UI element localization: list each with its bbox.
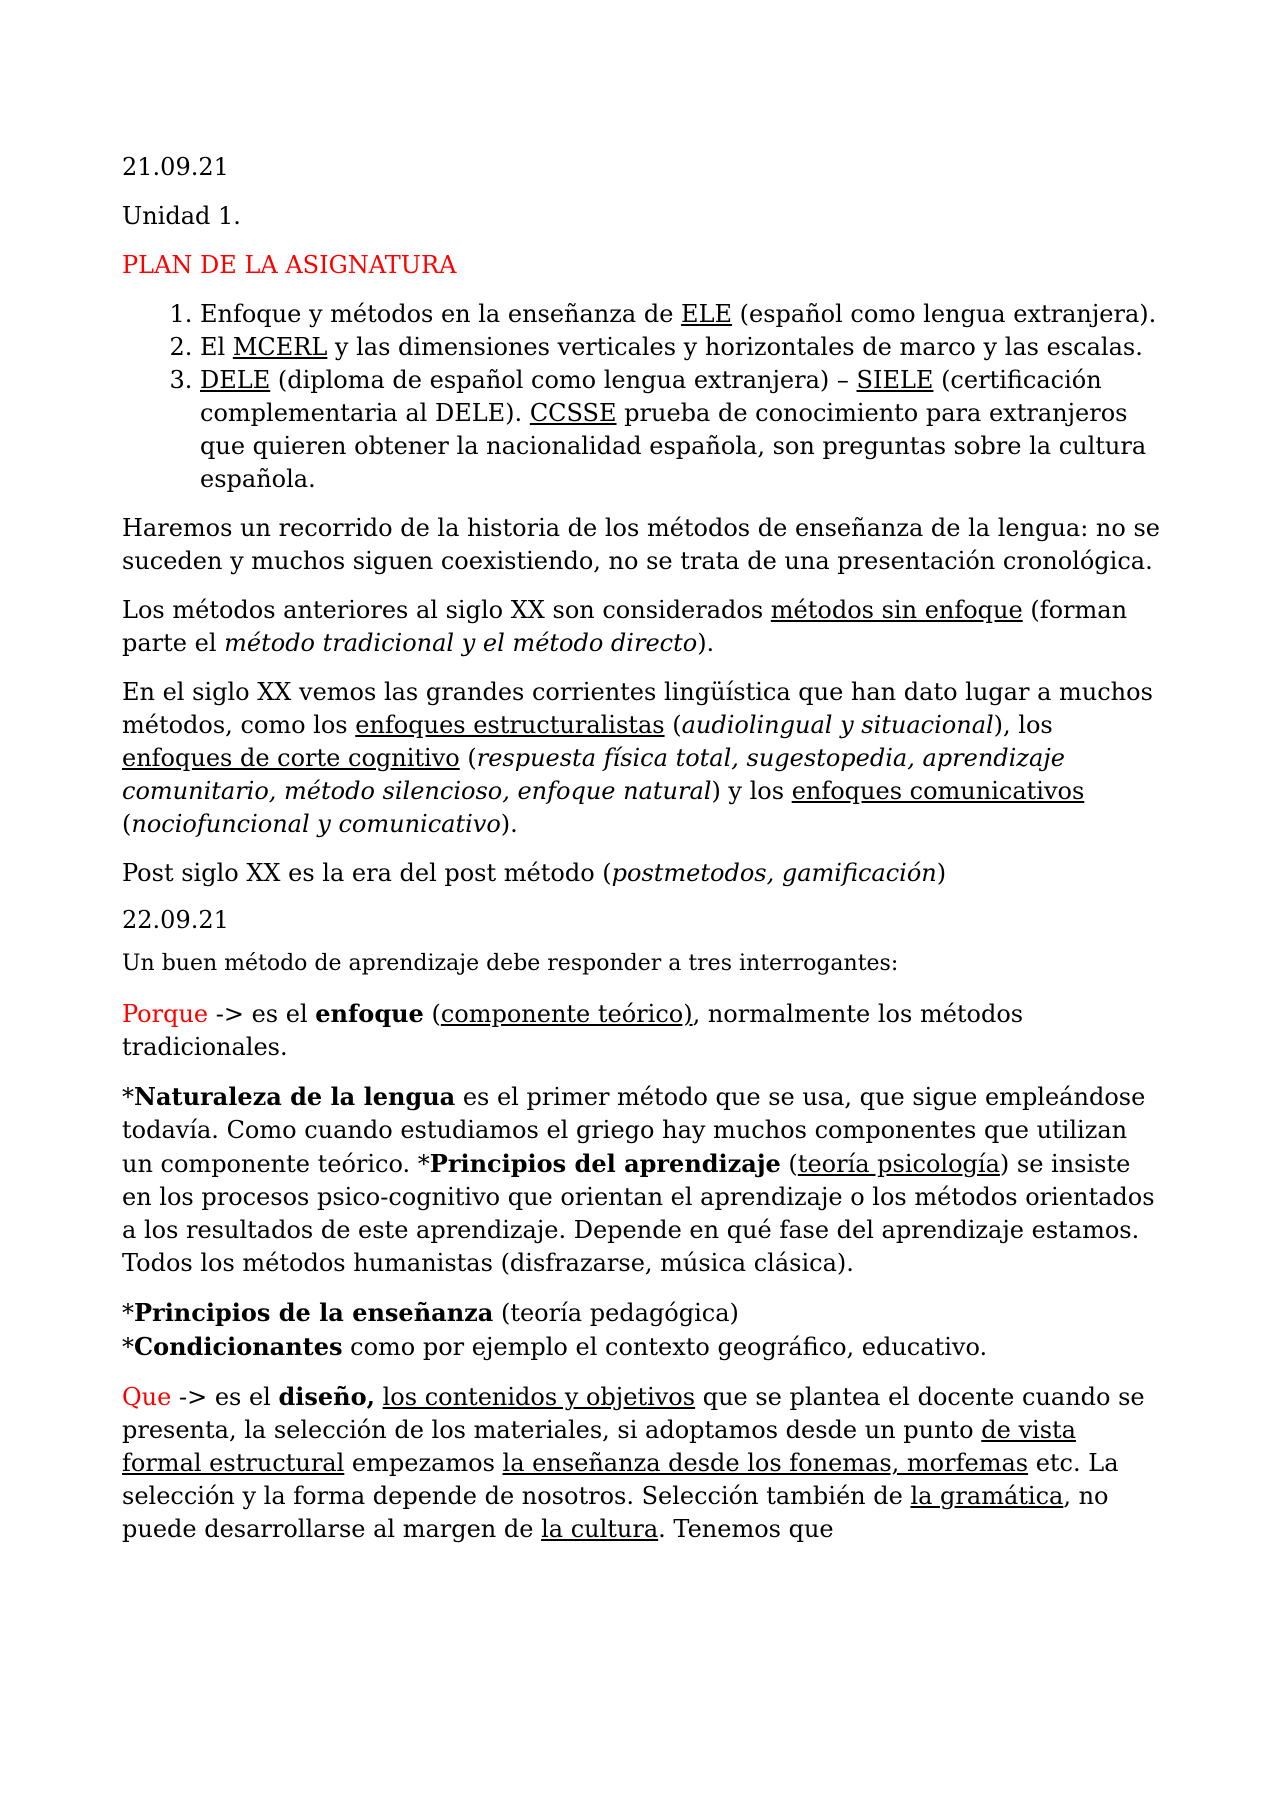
unit-heading: Unidad 1. [122, 202, 241, 230]
underlined-term: ELE [681, 300, 733, 328]
text-span: prueba de conocimiento para extranjeros que quieren obtener la nacionalidad española, son preguntas sobre la cultura española. [200, 399, 1147, 493]
paragraph-naturaleza [122, 1080, 1160, 1280]
underlined-term: enfoques estructuralistas [355, 711, 665, 739]
text-span: (forman parte el [122, 596, 1128, 657]
text-span: ) [936, 859, 947, 887]
text-span [375, 1383, 383, 1411]
text-span: * [122, 1299, 134, 1327]
bold-term: Condicionantes [134, 1332, 343, 1361]
italic-term: respuesta física total, sugestopedia, aprendizaje comunitario, método silencioso, enfoque natural [122, 744, 1065, 805]
text-span: ( [459, 744, 477, 772]
italic-term: método tradicional y el método directo [224, 629, 698, 657]
text-span: . Tenemos que [658, 1515, 834, 1543]
paragraph-xx-century [122, 676, 1160, 841]
text-span: ) y los [711, 777, 792, 805]
underlined-term: SIELE [856, 366, 934, 394]
text-span: (español como lengua extranjera). [732, 300, 1157, 328]
bold-term: Principios de la enseñanza [134, 1298, 494, 1327]
text-span: ). [500, 810, 518, 838]
text-span: -> es el [171, 1383, 279, 1411]
text-span: El [200, 333, 233, 361]
bold-term: diseño, [278, 1382, 375, 1411]
underlined-term: DELE [200, 366, 271, 394]
list-item [200, 331, 1160, 364]
text-span: es el primer método que se usa, que sigue empleándose todavía. Como cuando estudiamos el griego hay muchos componentes que utilizan un componente teórico. * [122, 1083, 1146, 1178]
text-span: y las dimensiones verticales y horizontales de marco y las escalas. [327, 333, 1143, 361]
underlined-term: los contenidos y objetivos [382, 1383, 696, 1411]
paragraph-porque [122, 997, 1160, 1064]
text-span: En el siglo XX vemos las grandes corrientes lingüística que han dato lugar a muchos métodos, como los [122, 678, 1153, 739]
text-span: Enfoque y métodos en la enseñanza de [200, 300, 682, 328]
paragraph-condicionantes [122, 1330, 1160, 1364]
keyword-que: Que [122, 1383, 172, 1411]
underlined-term: componente teórico) [440, 1000, 693, 1028]
underlined-term: la enseñanza desde los fonemas, morfemas [502, 1449, 1029, 1477]
text-span: empezamos [344, 1449, 503, 1477]
text-span: ( [423, 1000, 441, 1028]
paragraph-post-xx [122, 857, 1160, 890]
text-span: Los métodos anteriores al siglo XX son considerados [122, 596, 771, 624]
text-span: * [122, 1333, 134, 1361]
paragraph-principios-ensenanza [122, 1296, 1160, 1330]
bold-term: enfoque [315, 999, 424, 1028]
date-heading: 21.09.21 [122, 153, 229, 181]
text-span: como por ejemplo el contexto geográfico, educativo. [342, 1333, 988, 1361]
text-span: etc. La selección y la forma depende de nosotros. Selección también de [122, 1449, 1119, 1510]
italic-term: nociofuncional y comunicativo [131, 810, 501, 838]
italic-term: postmetodos, gamificación [611, 859, 937, 887]
date-heading-2: 22.09.21 [122, 906, 229, 934]
bold-term: Principios del aprendizaje [429, 1149, 781, 1178]
text-span: ( [780, 1150, 798, 1178]
underlined-term: métodos sin enfoque [770, 596, 1023, 624]
list-item [200, 364, 1160, 496]
text-span: que se plantea el docente cuando se presenta, la selección de los materiales, si adoptamos desde un punto [122, 1383, 1145, 1444]
text-span: (diploma de español como lengua extranjera) – [270, 366, 857, 394]
text-span: (certificación complementaria al DELE). [200, 366, 1102, 427]
section-heading: PLAN DE LA ASIGNATURA [122, 251, 457, 279]
text-span: ) se insiste en los procesos psico-cognitivo que orientan el aprendizaje o los métodos orientados a los resultados de este aprendizaje. Depende en qué fase del aprendizaje estamos. Todos los métodos humanistas (disfrazarse, música clásica). [122, 1150, 1155, 1277]
text-span: Post siglo XX es la era del post método ( [122, 859, 612, 887]
text-span: ). [697, 629, 715, 657]
text-span: * [122, 1083, 134, 1111]
paragraph-questions-intro: Un buen método de aprendizaje debe responder a tres interrogantes: [122, 951, 899, 976]
text-span: , normalmente los métodos tradicionales. [122, 1000, 1024, 1061]
bold-term: Naturaleza de la lengua [134, 1082, 456, 1111]
paragraph-history: Haremos un recorrido de la historia de los métodos de enseñanza de la lengua: no se suceden y muchos siguen coexistiendo, no se trata de una presentación cronológica. [122, 514, 1160, 575]
underlined-term: CCSSE [529, 399, 617, 427]
underlined-term: la cultura [541, 1515, 659, 1543]
underlined-term: la gramática [910, 1482, 1064, 1510]
text-span: ( [664, 711, 682, 739]
text-span: , no puede desarrollarse al margen de [122, 1482, 1109, 1543]
paragraph-que [122, 1380, 1160, 1546]
course-plan-list [122, 298, 1160, 496]
underlined-term: teoría psicología [797, 1150, 1000, 1178]
list-item [200, 298, 1160, 331]
text-span: ( [122, 810, 132, 838]
underlined-term: enfoques comunicativos [791, 777, 1085, 805]
italic-term: audiolingual y situacional [681, 711, 994, 739]
text-span: ), los [993, 711, 1053, 739]
paragraph-pre-xx [122, 594, 1160, 660]
text-span: (teoría pedagógica) [493, 1299, 739, 1327]
underlined-term: MCERL [232, 333, 328, 361]
keyword-porque: Porque [122, 1000, 209, 1028]
text-span: -> es el [208, 1000, 316, 1028]
underlined-term: de vista formal estructural [122, 1416, 1076, 1477]
underlined-term: enfoques de corte cognitivo [122, 744, 460, 772]
